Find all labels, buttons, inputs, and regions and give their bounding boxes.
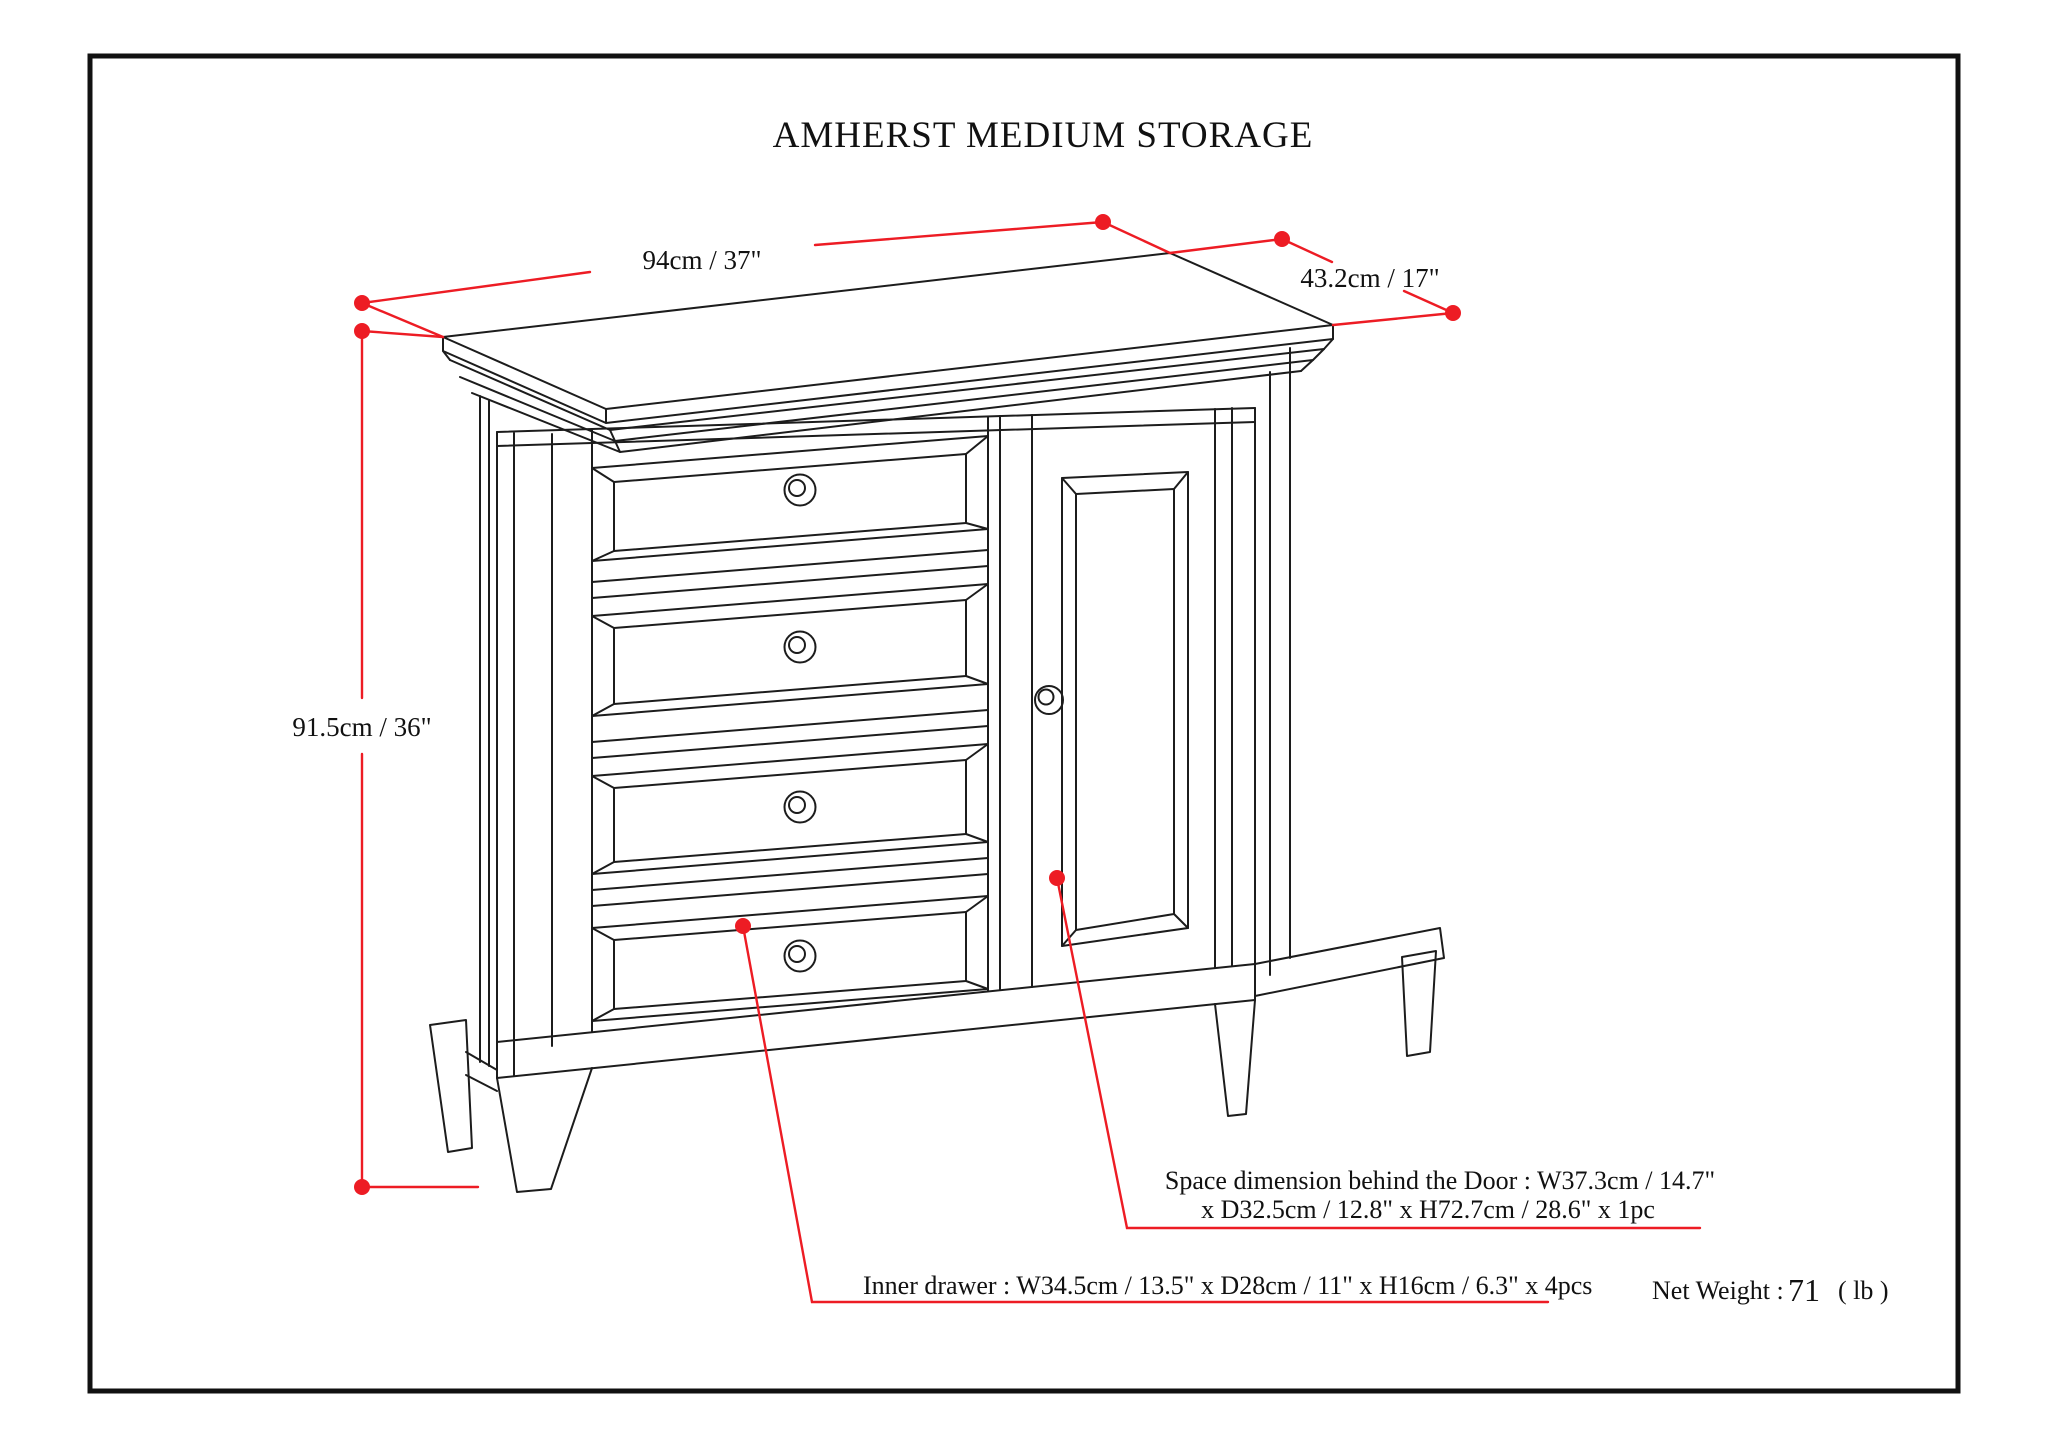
net-weight-value: 71 [1788, 1272, 1820, 1308]
page-title: AMHERST MEDIUM STORAGE [772, 115, 1314, 156]
door-space-note-line2: x D32.5cm / 12.8" x H72.7cm / 28.6" x 1pc [1201, 1195, 1655, 1224]
inner-drawer-note: Inner drawer : W34.5cm / 13.5" x D28cm / 11" x H16cm / 6.3" x 4pcs [863, 1271, 1593, 1300]
width-dimension-label: 94cm / 37" [642, 245, 762, 275]
net-weight-unit: ( lb ) [1838, 1276, 1889, 1305]
height-dimension-label: 91.5cm / 36" [292, 712, 432, 742]
depth-dimension-label: 43.2cm / 17" [1300, 263, 1440, 293]
door-space-note-line1: Space dimension behind the Door : W37.3cm / 14.7" [1164, 1166, 1716, 1195]
net-weight-label: Net Weight : [1652, 1276, 1784, 1305]
